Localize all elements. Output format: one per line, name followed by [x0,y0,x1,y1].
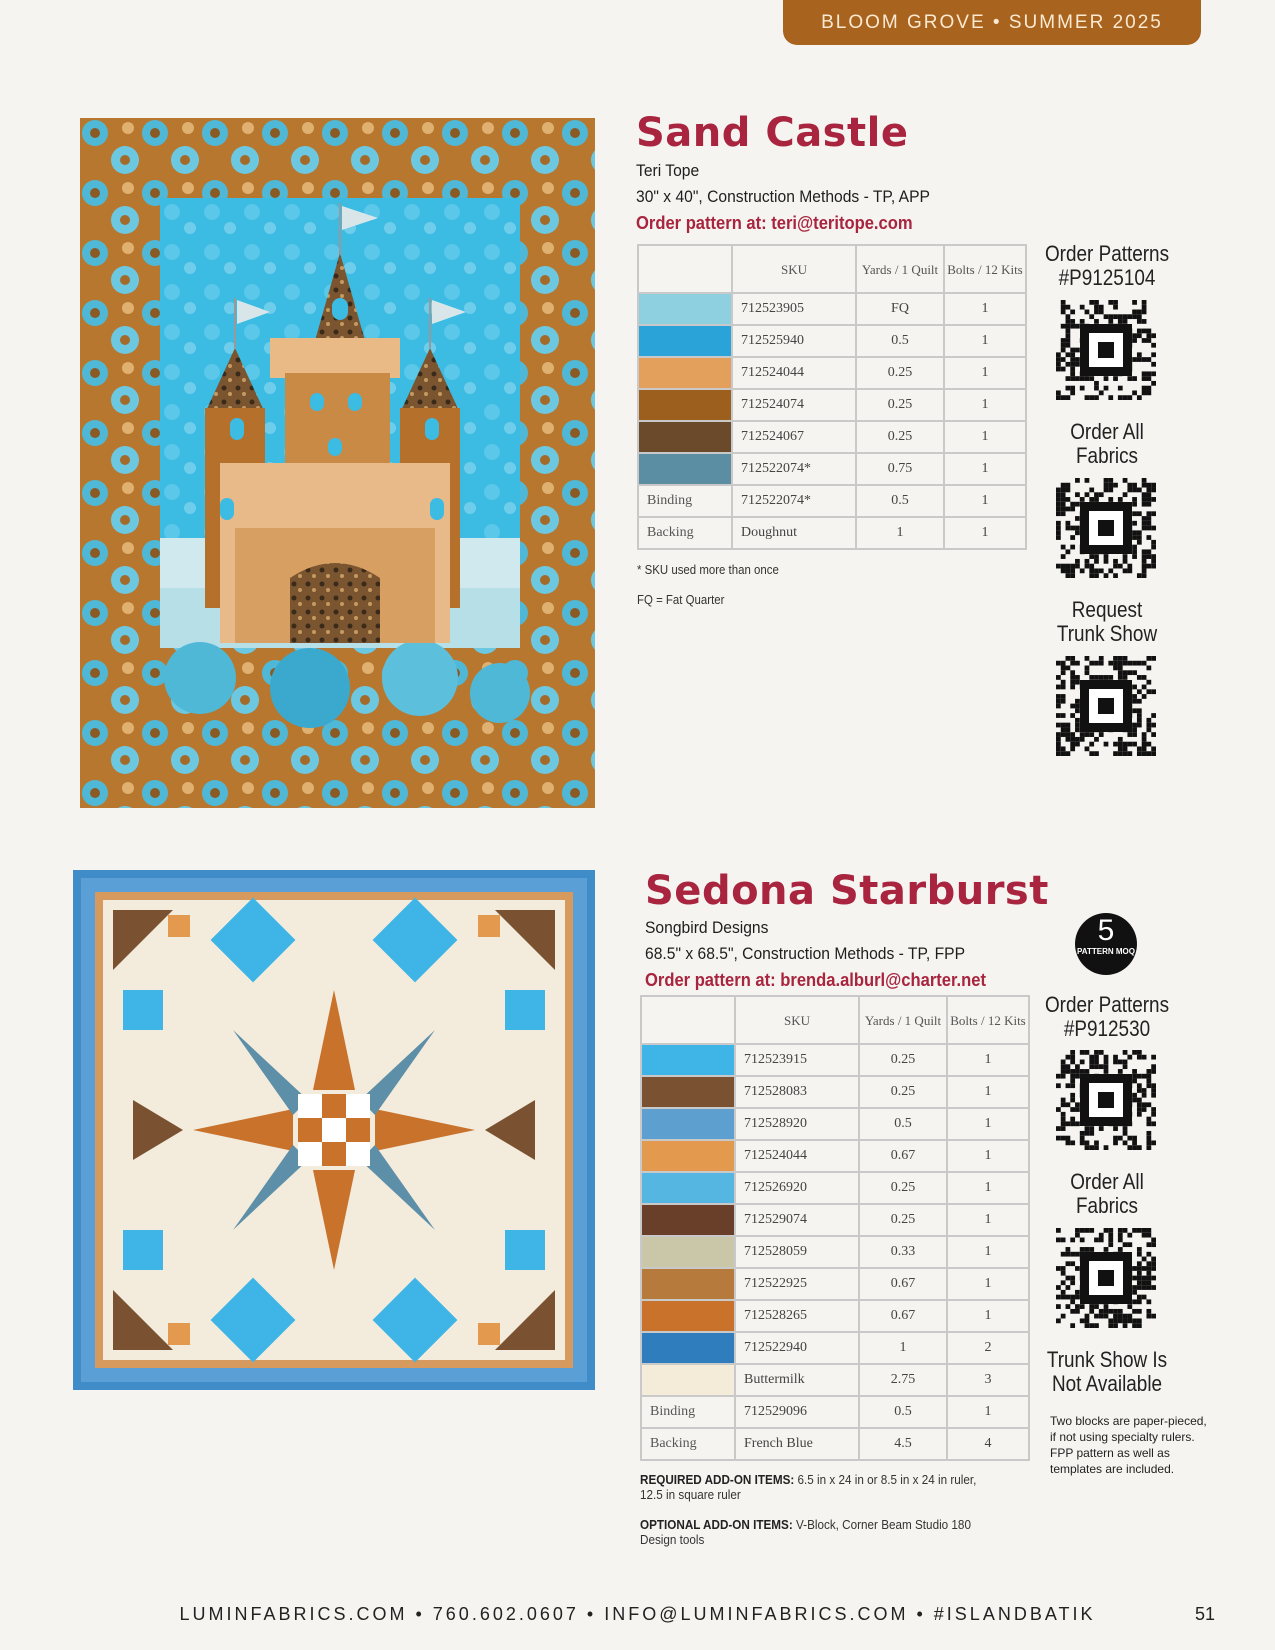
cell-sku: 712522925 [735,1268,859,1300]
order-all-fabrics-label: Order All Fabrics [1070,1169,1144,1218]
cell-yards: 1 [859,1332,947,1364]
cell-yards: FQ [856,293,944,325]
table-row [641,1076,1029,1108]
sedona-starburst-title: Sedona Starburst [645,868,1049,914]
cell-sku: 712529096 [735,1396,859,1428]
row-label: Backing [641,1428,735,1460]
cell-bolts: 1 [944,517,1026,549]
table-row [638,517,1026,549]
cell-bolts: 1 [944,357,1026,389]
cell-yards: 0.25 [856,357,944,389]
moq-number: 5 [1097,914,1115,947]
pattern-moq-badge [1075,913,1137,975]
sand-castle-size: 30" x 40", Construction Methods - TP, APP [636,187,930,206]
table-body [641,1044,1029,1460]
table-row [638,293,1026,325]
fq-footnote: FQ = Fat Quarter [637,592,725,607]
table-row [641,1140,1029,1172]
cell-bolts: 4 [947,1428,1029,1460]
fabric-swatch [638,389,732,421]
cell-yards: 0.5 [859,1396,947,1428]
fabric-swatch [641,1172,735,1204]
table-row [641,1108,1029,1140]
cell-yards: 0.25 [856,421,944,453]
sand-castle-quilt-image [80,118,595,808]
cell-sku: 712529074 [735,1204,859,1236]
bolts-header: Bolts / 12 Kits [944,245,1026,293]
sand-castle-order-link[interactable]: Order pattern at: teri@teritope.com [636,213,913,233]
cell-bolts: 1 [944,389,1026,421]
cell-sku: 712522074* [732,485,856,517]
sand-castle-designer: Teri Tope [636,161,700,180]
fabric-swatch [638,453,732,485]
request-trunk-show-qr-code[interactable] [1056,656,1156,756]
required-addons [640,1472,987,1502]
cell-bolts: 1 [944,453,1026,485]
cell-yards: 0.5 [856,325,944,357]
sku-header: SKU [735,996,859,1044]
pattern-number: #P9125104 [1058,265,1156,290]
table-row [638,453,1026,485]
sku-footnote: * SKU used more than once [637,562,779,577]
table-body [638,293,1026,549]
footer-contact: LUMINFABRICS.COM • 760.602.0607 • INFO@LUMINFABRICS.COM • #ISLANDBATIK [179,1604,1096,1624]
cell-sku: French Blue [735,1428,859,1460]
cell-sku: 712528083 [735,1076,859,1108]
cell-sku: 712528265 [735,1300,859,1332]
fabric-swatch [641,1076,735,1108]
cell-yards: 0.5 [856,485,944,517]
cell-bolts: 1 [947,1396,1029,1428]
pattern-number: #P912530 [1063,1016,1151,1041]
fabric-swatch [641,1044,735,1076]
cell-yards: 0.25 [859,1204,947,1236]
fabric-swatch [641,1300,735,1332]
table-row [641,1204,1029,1236]
cell-sku: Doughnut [732,517,856,549]
fabric-swatch [638,325,732,357]
table-row [638,389,1026,421]
cell-sku: 712528059 [735,1236,859,1268]
request-trunk-show-label: Request Trunk Show [1056,597,1158,646]
cell-bolts: 1 [947,1268,1029,1300]
trunk-show-unavailable-label: Trunk Show Is Not Available [1046,1347,1168,1396]
fabric-swatch [641,1332,735,1364]
sand-castle-fabric-table [637,244,1027,550]
table-row [638,325,1026,357]
order-patterns-text: Order Patterns [1044,241,1170,266]
table-header-row [641,996,1029,1044]
cell-sku: 712528920 [735,1108,859,1140]
cell-bolts: 3 [947,1364,1029,1396]
sedona-starburst-quilt-image [73,870,595,1390]
sedona-size: 68.5" x 68.5", Construction Methods - TP, FPP [645,944,966,963]
cell-bolts: 1 [947,1140,1029,1172]
page-number: 51 [1194,1604,1215,1624]
sedona-designer: Songbird Designs [645,918,769,937]
catalog-banner: BLOOM GROVE • SUMMER 2025 [783,0,1201,45]
cell-bolts: 1 [947,1172,1029,1204]
cell-bolts: 1 [944,293,1026,325]
cell-yards: 0.25 [856,389,944,421]
cell-bolts: 1 [947,1204,1029,1236]
fabric-swatch [638,421,732,453]
cell-bolts: 1 [944,325,1026,357]
cell-bolts: 1 [944,485,1026,517]
order-patterns-text: Order Patterns [1044,992,1170,1017]
optional-addons-text: V-Block, Corner Beam Studio 180 Design tools [640,1517,971,1547]
fabric-swatch [638,357,732,389]
cell-bolts: 1 [947,1076,1029,1108]
cell-sku: 712523905 [732,293,856,325]
sku-header: SKU [732,245,856,293]
cell-yards: 0.75 [856,453,944,485]
swatch-header [638,245,732,293]
cell-yards: 0.25 [859,1076,947,1108]
cell-sku: 712525940 [732,325,856,357]
sand-castle-title: Sand Castle [636,110,909,156]
row-label: Binding [641,1396,735,1428]
cell-bolts: 1 [947,1236,1029,1268]
cell-yards: 0.67 [859,1300,947,1332]
cell-yards: 0.25 [859,1044,947,1076]
cell-yards: 0.25 [859,1172,947,1204]
cell-bolts: 2 [947,1332,1029,1364]
cell-yards: 0.5 [859,1108,947,1140]
table-header-row [638,245,1026,293]
table-row [641,1396,1029,1428]
order-all-fabrics-qr-code[interactable] [1056,1228,1156,1328]
swatch-header [641,996,735,1044]
sedona-fabric-table [640,995,1030,1461]
yards-header: Yards / 1 Quilt [859,996,947,1044]
cell-sku: 712524074 [732,389,856,421]
cell-sku: 712523915 [735,1044,859,1076]
table-row [641,1300,1029,1332]
row-label: Backing [638,517,732,549]
required-addons-text: 6.5 in x 24 in or 8.5 in x 24 in ruler, 12.5 in square ruler [640,1472,977,1502]
table-row [641,1268,1029,1300]
cell-bolts: 1 [944,421,1026,453]
cell-sku: 712524044 [732,357,856,389]
starburst-illustration [73,870,595,1390]
table-row [641,1172,1029,1204]
fabric-swatch [641,1236,735,1268]
table-row [641,1428,1029,1460]
cell-bolts: 1 [947,1044,1029,1076]
order-all-fabrics-label: Order All Fabrics [1070,419,1144,468]
order-patterns-qr-code[interactable] [1056,300,1156,400]
cell-yards: 0.67 [859,1140,947,1172]
fabric-swatch [641,1204,735,1236]
optional-addons-label: OPTIONAL ADD-ON ITEMS: [640,1517,793,1532]
order-patterns-label [1034,993,1180,1041]
moq-label: PATTERN MOQ [1077,947,1135,956]
required-addons-label: REQUIRED ADD-ON ITEMS: [640,1472,795,1487]
table-row [638,357,1026,389]
fabric-swatch [641,1268,735,1300]
cell-sku: 712522940 [735,1332,859,1364]
sedona-order-link[interactable]: Order pattern at: brenda.alburl@charter.net [645,970,986,990]
cell-yards: 2.75 [859,1364,947,1396]
fabric-swatch [641,1364,735,1396]
fpp-note: Two blocks are paper-pieced, if not using specialty rulers. FPP pattern as well as templates are included. [1050,1414,1207,1476]
cell-sku: 712524067 [732,421,856,453]
sedona-starburst-meta [645,915,986,993]
cell-yards: 0.33 [859,1236,947,1268]
sand-castle-meta [636,158,930,236]
table-row [638,485,1026,517]
fabric-swatch [638,293,732,325]
cell-sku: 712526920 [735,1172,859,1204]
cell-yards: 4.5 [859,1428,947,1460]
table-row [641,1044,1029,1076]
fabric-swatch [641,1108,735,1140]
cell-sku: Buttermilk [735,1364,859,1396]
optional-addons [640,1517,987,1547]
cell-sku: 712524044 [735,1140,859,1172]
table-row [641,1332,1029,1364]
order-patterns-qr-code[interactable] [1056,1050,1156,1150]
bolts-header: Bolts / 12 Kits [947,996,1029,1044]
table-row [638,421,1026,453]
yards-header: Yards / 1 Quilt [856,245,944,293]
order-patterns-label [1034,242,1180,290]
cell-yards: 1 [856,517,944,549]
fabric-swatch [641,1140,735,1172]
table-row [641,1236,1029,1268]
sand-castle-illustration [80,118,595,808]
table-row [641,1364,1029,1396]
cell-bolts: 1 [947,1300,1029,1332]
cell-sku: 712522074* [732,453,856,485]
row-label: Binding [638,485,732,517]
cell-bolts: 1 [947,1108,1029,1140]
order-all-fabrics-qr-code[interactable] [1056,478,1156,578]
cell-yards: 0.67 [859,1268,947,1300]
